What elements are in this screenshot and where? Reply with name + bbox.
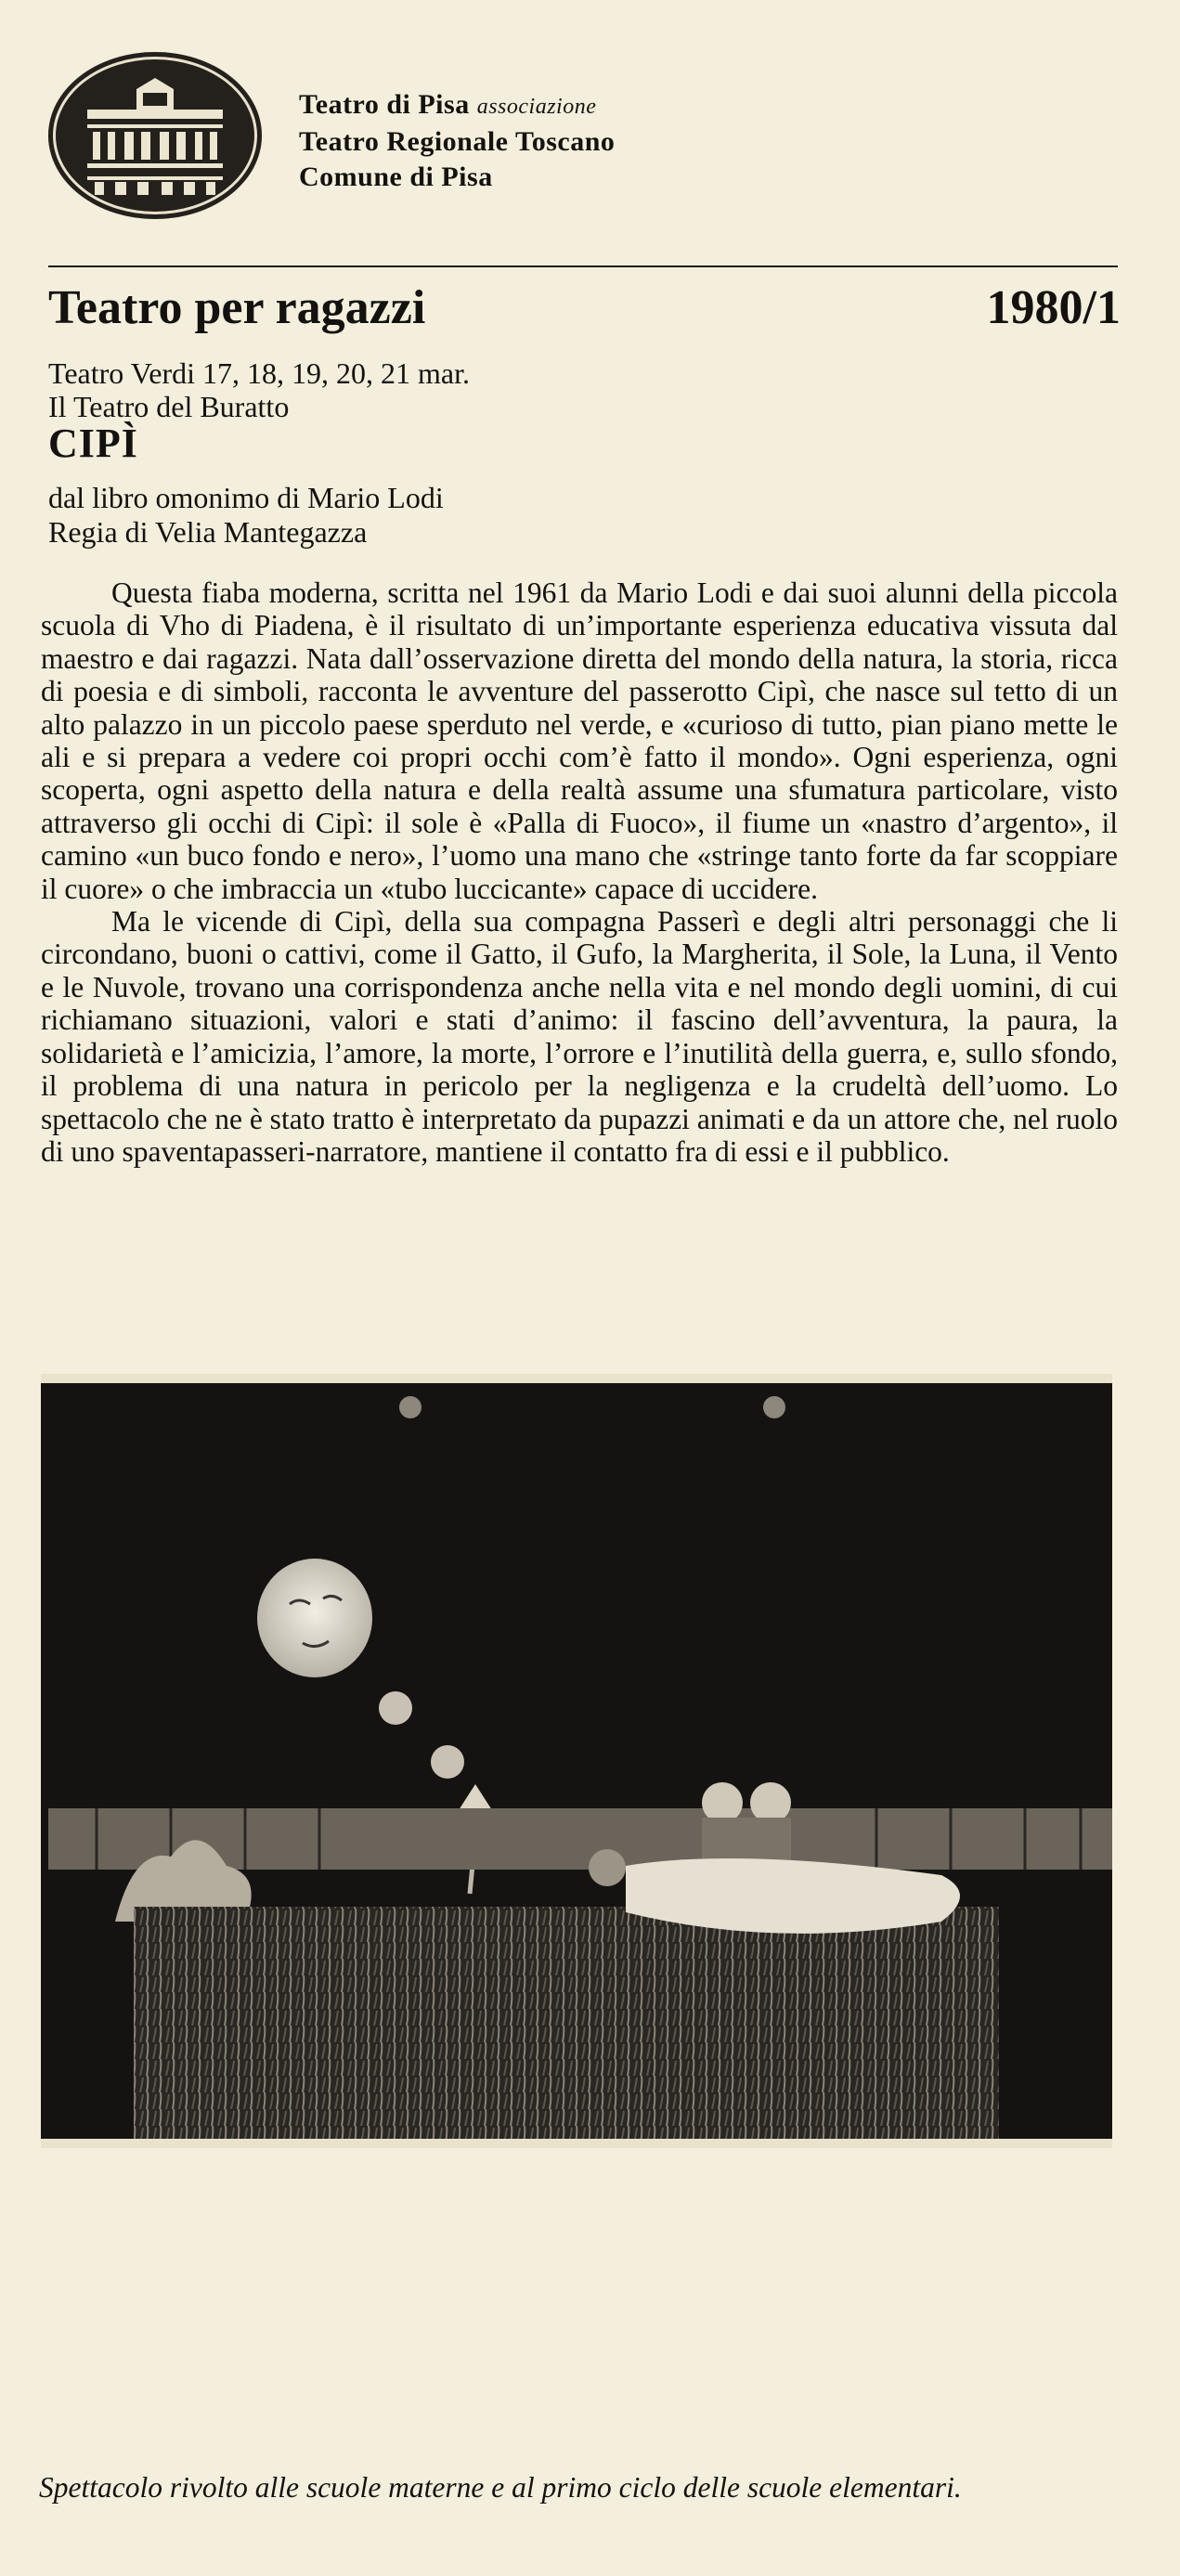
- show-info: [48, 356, 470, 423]
- venue-dates: Teatro Verdi 17, 18, 19, 20, 21 mar.: [48, 356, 470, 390]
- director-credit: Regia di Velia Mantegazza: [48, 515, 368, 549]
- theatre-building-icon: [48, 52, 262, 219]
- page-title: Teatro per ragazzi: [48, 281, 426, 334]
- theatre-logo: [48, 52, 262, 219]
- paragraph-2: Ma le vicende di Cipì, della sua compagna Passerì e degli altri personaggi che li circondano, buoni o cattivi, come il Gatto, il Gufo, la Margherita, il Sole, la Luna, il Vento e le Nuvole, trovano una corrispondenza anche nella vita e nel mondo degli uomini, di cui richiamano situazioni, valori e stati d’animo: il fascino dell’avventura, la paura, la solidarietà e l’amicizia, l’amore, la morte, l’orrore e l’inutilità della guerra, e, sullo sfondo, il problema di una natura in pericolo per la negligenza e la crudeltà dell’uomo. Lo spettacolo che ne è stato tratto è interpretato da pupazzi animati e da un attore che, nel ruolo di uno spaventapasseri-narratore, mantiene il contatto fra di essi e il pubblico.: [41, 905, 1118, 1168]
- organizer-block: [299, 87, 615, 195]
- stage-photo: [41, 1374, 1112, 2148]
- audience-note: Spettacolo rivolto alle scuole materne e al primo ciclo delle scuole elementari.: [39, 2471, 962, 2504]
- season-number: 1980/1: [986, 281, 1121, 334]
- organizer-name: Teatro di Pisa: [299, 89, 470, 120]
- puppet-stage-illustration: [41, 1374, 1112, 2148]
- organizer-line-2: Teatro Regionale Toscano: [299, 126, 616, 157]
- description: [41, 576, 1118, 1168]
- grass-hedge: [134, 1907, 999, 2139]
- moon-puppet: [257, 1559, 372, 1677]
- organizer-line-3: Comune di Pisa: [299, 162, 493, 192]
- organizer-suffix: associazione: [476, 95, 597, 119]
- credits: [48, 481, 444, 550]
- show-title: CIPÌ: [48, 421, 138, 466]
- header-divider: [48, 265, 1118, 267]
- organizer-line-1: [299, 87, 615, 124]
- paragraph-1: Questa fiaba moderna, scritta nel 1961 da Mario Lodi e dai suoi alunni della piccola scuola di Vho di Piadena, è il risultato di un’importante esperienza educativa vissuta dal maestro e dai ragazzi. Nata dall’osservazione diretta del mondo della natura, la storia, ricca di poesia e di simboli, racconta le avventure del passerotto Cipì, che nasce sul tetto di un alto palazzo in un piccolo paese sperduto nel verde, e «curioso di tutto, pian piano mette le ali e si prepara a vedere coi propri occhi com’è fatto il mondo». Ogni esperienza, ogni scoperta, ogni aspetto della natura e della realtà assume una sfumatura particolare, visto attraverso gli occhi di Cipì: il sole è «Palla di Fuoco», il fiume un «nastro d’argento», il camino «un buco fondo e nero», l’uomo una mano che «stringe tanto forte da far scoppiare il cuore» o che imbraccia un «tubo luccicante» capace di uccidere.: [41, 576, 1118, 905]
- source-credit: dal libro omonimo di Mario Lodi: [48, 481, 444, 514]
- company-name: Il Teatro del Buratto: [48, 390, 290, 423]
